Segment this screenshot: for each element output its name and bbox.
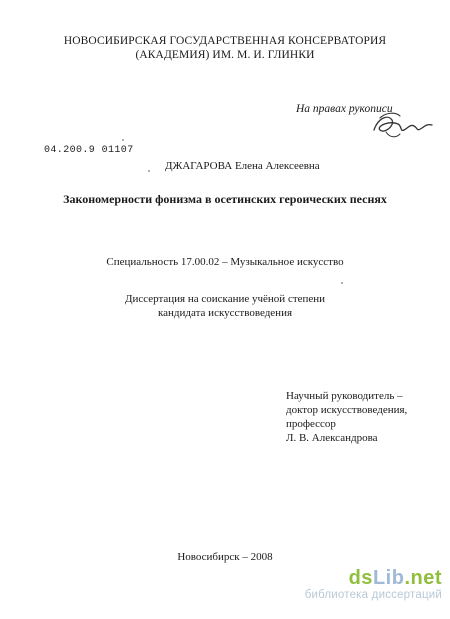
watermark-logo-net: .net: [404, 567, 442, 589]
specialty-line: Специальность 17.00.02 – Музыкальное искусство: [106, 256, 344, 268]
author-name: ДЖАГАРОВА Елена Алексеевна: [165, 160, 320, 172]
city-year: Новосибирск – 2008: [177, 551, 273, 563]
scan-speck: [122, 139, 124, 141]
institution-line-1: НОВОСИБИРСКАЯ ГОСУДАРСТВЕННАЯ КОНСЕРВАТОРИЯ: [63, 35, 387, 47]
watermark-subtitle: библиотека диссертаций: [304, 589, 442, 601]
supervisor-line-3: профессор: [286, 418, 336, 430]
watermark-logo: [305, 567, 442, 589]
degree-line-1: Диссертация на соискание учёной степени: [124, 293, 326, 305]
scan-speck: [341, 282, 343, 284]
dslib-watermark[interactable]: [305, 567, 442, 601]
institution-name: [0, 34, 450, 62]
watermark-logo-ds: ds: [348, 567, 373, 589]
supervisor-line-1: Научный руководитель –: [286, 390, 403, 402]
degree-line-2: кандидата искусствоведения: [157, 307, 293, 319]
manuscript-rights-label: На правах рукописи: [296, 103, 393, 115]
supervisor-line-2: доктор искусствоведения,: [286, 404, 408, 416]
scan-speck: [148, 170, 150, 172]
supervisor-line-4: Л. В. Александрова: [286, 432, 378, 444]
dissertation-title: Закономерности фонизма в осетинских героических песнях: [63, 192, 387, 206]
handwritten-signature: [366, 108, 436, 144]
institution-line-2: (АКАДЕМИЯ) ИМ. М. И. ГЛИНКИ: [135, 49, 315, 61]
watermark-logo-lib: Lib: [372, 567, 405, 589]
degree-statement: [0, 292, 450, 320]
supervisor-block: [286, 389, 407, 445]
catalog-number: 04.200.9 01107: [44, 145, 134, 156]
